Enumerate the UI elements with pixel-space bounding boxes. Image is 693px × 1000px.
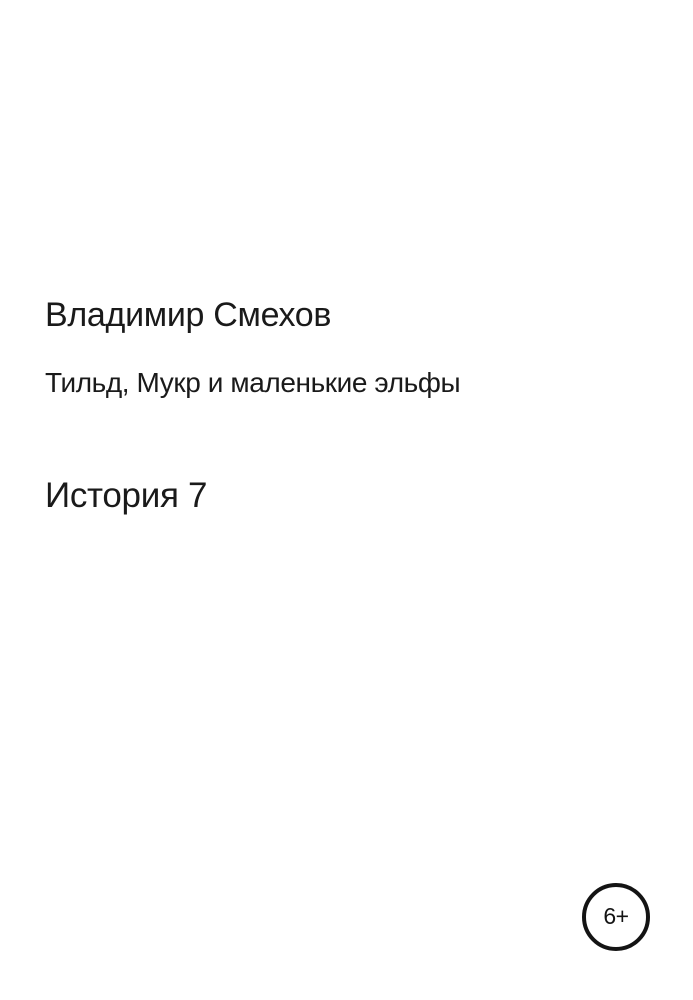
author-name: Владимир Смехов <box>45 296 332 334</box>
series-label: История 7 <box>45 476 208 515</box>
book-title: Тильд, Мукр и маленькие эльфы <box>45 367 461 398</box>
age-rating-badge <box>582 883 650 951</box>
age-rating-label: 6+ <box>603 903 629 929</box>
